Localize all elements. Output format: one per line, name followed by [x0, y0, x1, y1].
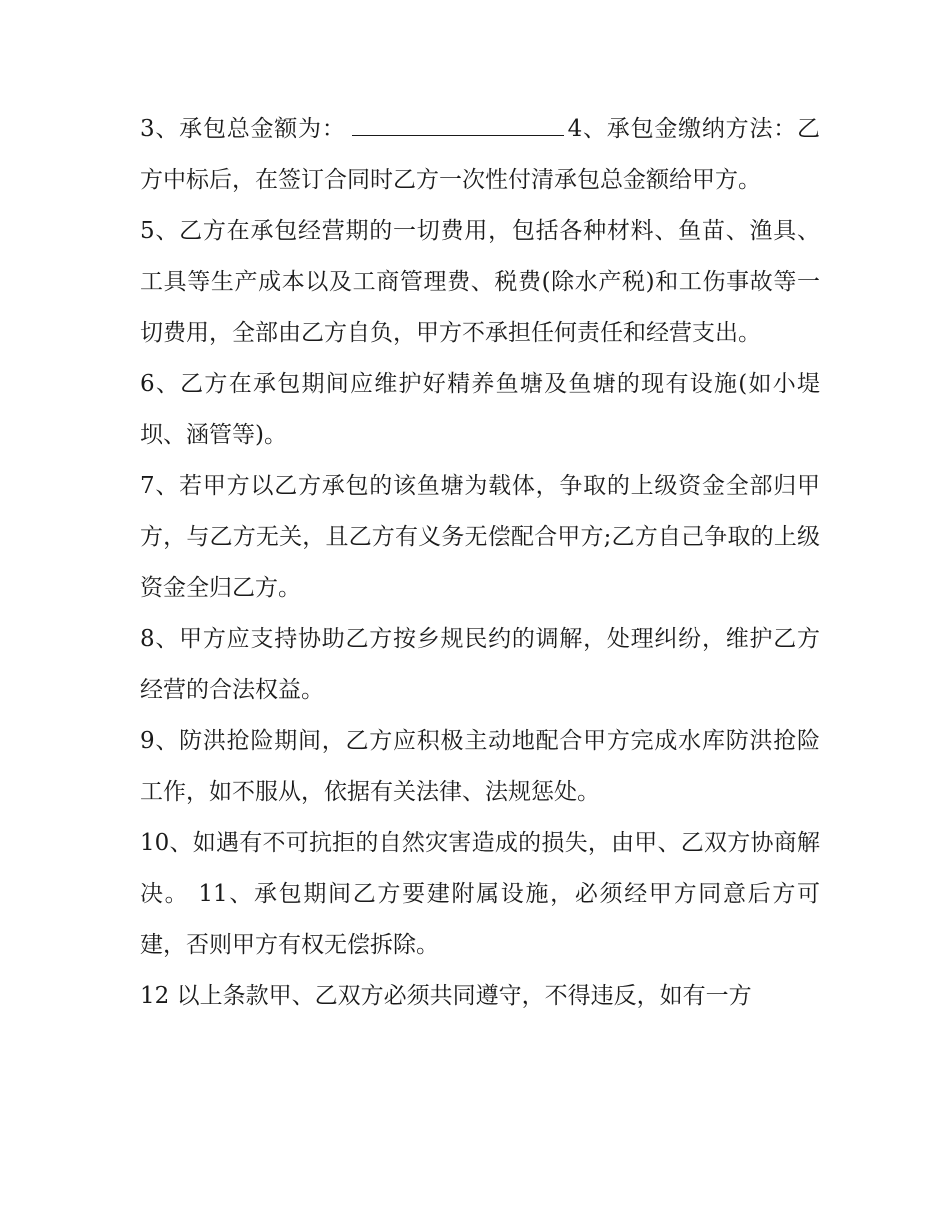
clause-9: 9、防洪抢险期间，乙方应积极主动地配合甲方完成水库防洪抢险工作，如不服从，依据有关法律、法规惩处。	[140, 728, 820, 805]
clause-7: 7、若甲方以乙方承包的该鱼塘为载体，争取的上级资金全部归甲方，与乙方无关，且乙方有义务无偿配合甲方;乙方自己争取的上级资金全归乙方。	[140, 473, 820, 601]
clause-5: 5、乙方在承包经营期的一切费用，包括各种材料、鱼苗、渔具、工具等生产成本以及工商管理费、税费(除水产税)和工伤事故等一切费用，全部由乙方自负，甲方不承担任何责任和经营支出。	[140, 218, 820, 346]
clause-10-11: 10、如遇有不可抗拒的自然灾害造成的损失，由甲、乙双方协商解决。 11、承包期间乙方要建附属设施，必须经甲方同意后方可建，否则甲方有权无偿拆除。	[140, 830, 820, 958]
document-body	[140, 104, 820, 1022]
clause-8: 8、甲方应支持协助乙方按乡规民约的调解，处理纠纷，维护乙方经营的合法权益。	[140, 626, 820, 703]
clause-3-4	[140, 104, 820, 206]
clause-3-text: 3、承包总金额为：	[140, 116, 346, 142]
clause-12: 12 以上条款甲、乙双方必须共同遵守，不得违反，如有一方	[140, 983, 752, 1009]
amount-blank-line	[352, 107, 564, 136]
clause-6: 6、乙方在承包期间应维护好精养鱼塘及鱼塘的现有设施(如小堤坝、涵管等)。	[140, 371, 820, 448]
clause-4-text: 4、承包金缴纳方法：乙方中标后，在签订合同时乙方一次性付清承包总金额给甲方。	[140, 116, 820, 193]
